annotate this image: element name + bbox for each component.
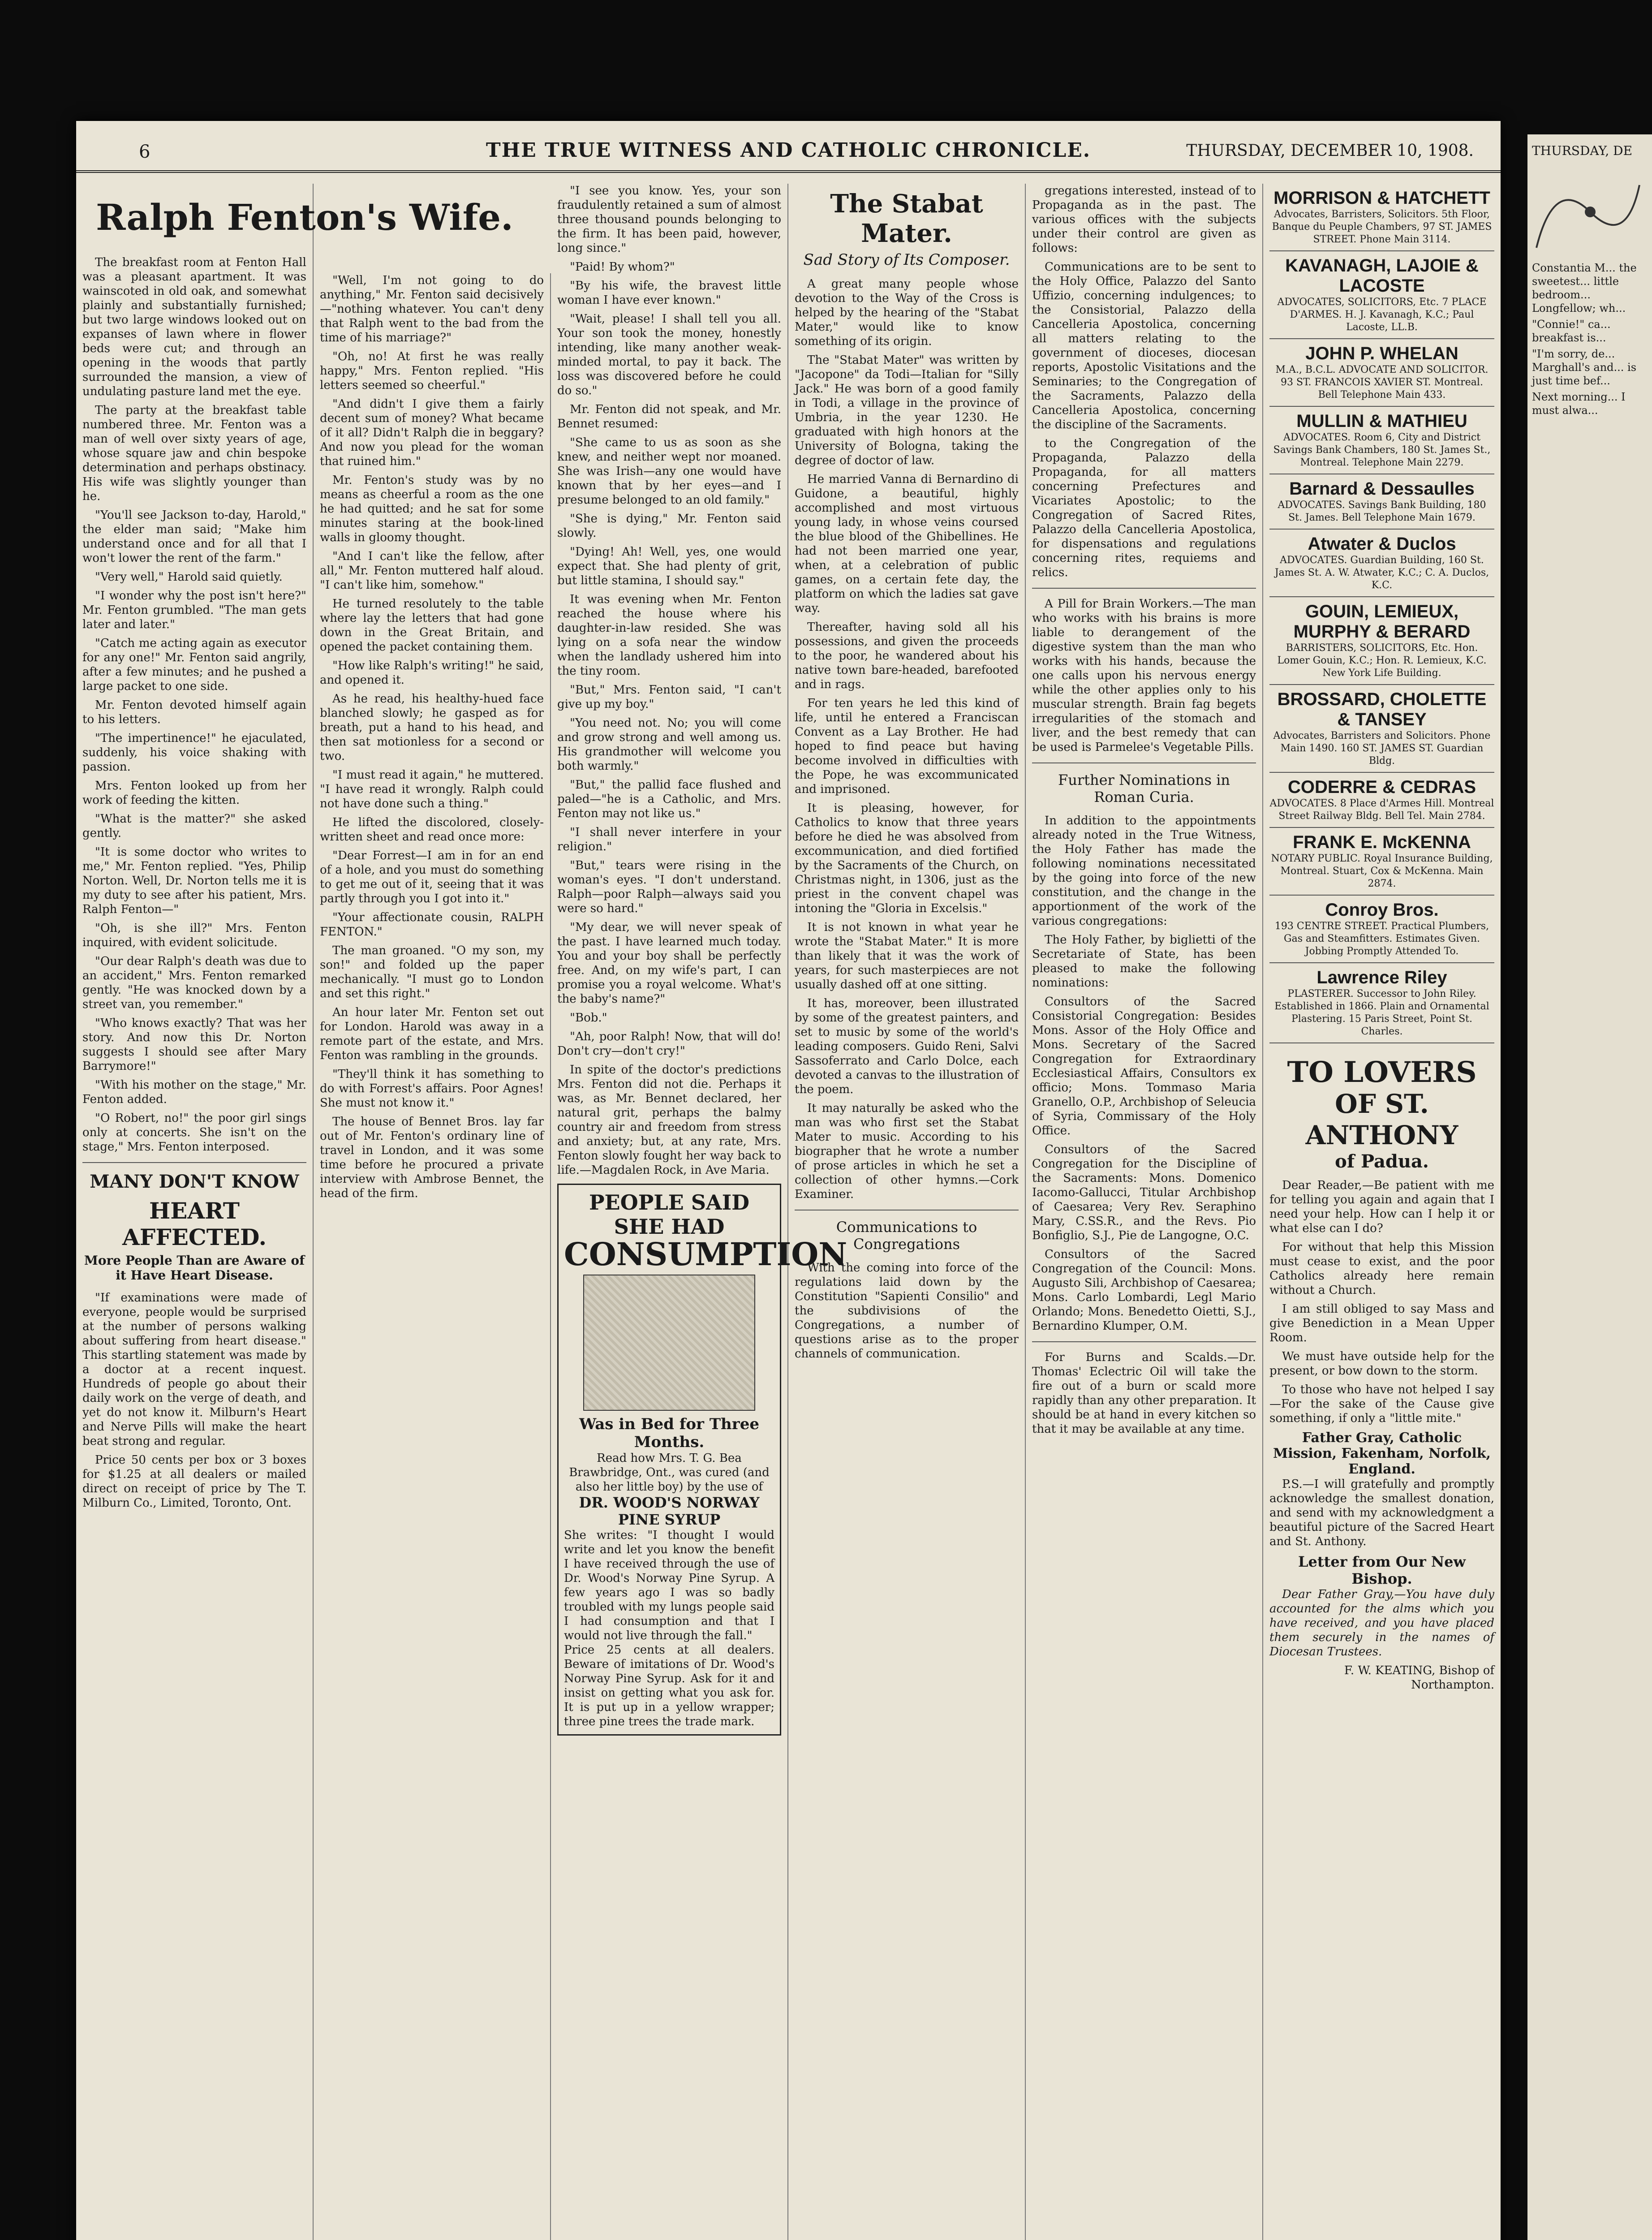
ad-subheading: More People Than are Aware of it Have Heart Disease. <box>84 1253 305 1283</box>
paragraph: "Paid! By whom?" <box>570 260 675 274</box>
paragraph: "It is some doctor who writes to me," Mr. Fenton replied. "Yes, Philip Norton. Well, Dr. Norton tells me it is my duty to see after his patient, Mrs. Ralph Fenton—" <box>82 845 306 916</box>
paragraph: "You need not. No; you will come and grow strong and well among us. His grandmother will welcome you both warmly." <box>557 716 781 773</box>
anthony-heading: TO LOVERS <box>1287 1055 1477 1089</box>
paragraph: It has, moreover, been illustrated by some of the greatest painters, and set to music by some of the world's leading composers. Guido Reni, Salvi Sassoferrato and Carlo Dolce, each devoted a canvas to the illustration of the poem. <box>795 997 1019 1096</box>
directory-entry <box>1269 773 1494 828</box>
paragraph: Communications are to be sent to the Holy Office, Palazzo del Santo Uffizio, concerning indulgences; to the Consistorial, Palazzo della Cancelleria Apostolica, concerning all matters relating to the government of dioceses, diocesan reports, Apostolic Visitations and the Seminaries; to the Congregation of the Sacraments, Palazzo della Cancelleria Apostolica, concerning the discipline of the Sacraments. <box>1032 260 1256 431</box>
paragraph: "Connie!" ca... breakfast is... <box>1532 318 1611 344</box>
directory-name: KAVANAGH, LAJOIE & LACOSTE <box>1285 256 1479 296</box>
paragraph: For Burns and Scalds.—Dr. Thomas' Eclectric Oil will take the fire out of a burn or scald more rapidly than any other preparation. It should be at hand in every kitchen so that it may be available at any time. <box>1032 1351 1256 1436</box>
paragraph: "Oh, is she ill?" Mrs. Fenton inquired, with evident solicitude. <box>82 922 306 949</box>
directory-entry <box>1269 407 1494 474</box>
directory-name: CODERRE & CEDRAS <box>1287 777 1476 797</box>
ad-heading: PEOPLE SAID SHE HAD <box>589 1190 750 1239</box>
paragraph: He lifted the discolored, closely-written sheet and read once more: <box>320 816 544 844</box>
paragraph: "But," tears were rising in the woman's eyes. "I don't understand. Ralph—poor Ralph—always said you were so hard." <box>557 859 781 915</box>
paragraph: "I shall never interfere in your religion." <box>557 826 781 853</box>
paragraph: "What is the matter?" she asked gently. <box>82 812 306 840</box>
column-6 <box>1263 184 1501 2240</box>
directory-name: MORRISON & HATCHETT <box>1273 188 1490 208</box>
paragraph: to the Congregation of the Propaganda, Palazzo della Propaganda, for all matters concerning Prefectures and Vicariates Apostolic; to the Congregation of Sacred Rites, Palazzo della Cancelleria Apostolica, for dispensations and regulations concerning rites, requiems and relics. <box>1032 437 1256 579</box>
paragraph: "Your affectionate cousin, RALPH FENTON." <box>320 911 544 939</box>
directory-text: Advocates, Barristers and Solicitors. Phone Main 1490. 160 ST. JAMES ST. Guardian Bldg. <box>1273 730 1491 767</box>
ad-body: She writes: "I thought I would write and let you know the benefit I have received through the use of Dr. Wood's Norway Pine Syrup. A few years ago I was so badly troubled with my lungs people said I had consumption and that I would not live through the fall." <box>564 1529 774 1642</box>
paragraph: "I wonder why the post isn't here?" Mr. Fenton grumbled. "The man gets later and later." <box>82 589 306 631</box>
paragraph: "Very well," Harold said quietly. <box>95 570 283 584</box>
paragraph: "You'll see Jackson to-day, Harold," the elder man said; "Make him understand once and for all that I won't lower the rent of the farm." <box>82 508 306 565</box>
ad-heading: MANY DON'T KNOW <box>90 1171 299 1192</box>
directory-name: Atwater & Duclos <box>1308 534 1456 554</box>
paragraph: "Oh, no! At first he was really happy," Mrs. Fenton replied. "His letters seemed so cheerful." <box>320 350 544 392</box>
paragraph: "She came to us as soon as she knew, and neither wept nor moaned. She was Irish—any one would have known that by her eyes—and I presume belonged to an old family." <box>557 436 781 507</box>
paragraph: A great many people whose devotion to the Way of the Cross is helped by the hearing of the "Stabat Mater," would like to know something of its origin. <box>795 277 1019 348</box>
paragraph: It is pleasing, however, for Catholics to know that three years before he died he was absolved from excommunication, and died fortified by the Sacraments of the Church, on Christmas night, in 1306, just as the priest in the convent chapel was intoning the "Gloria in Excelsis." <box>795 801 1019 915</box>
ornament-icon <box>1527 167 1644 257</box>
adjacent-page-header: THURSDAY, DE <box>1532 143 1633 158</box>
directory-entry <box>1269 530 1494 597</box>
column-5 <box>1026 184 1263 2240</box>
ad-heading: CONSUMPTION <box>564 1236 848 1273</box>
paragraph: As he read, his healthy-hued face blanched slowly; he gasped as for breath, put a hand to his head, and then sat motionless for a second or two. <box>320 692 544 763</box>
paragraph: With the coming into force of the regulations laid down by the Constitution "Sapienti Consilio" and the subdivisions of the Congregations, a number of questions arise as to the proper channels of communication. <box>795 1261 1019 1361</box>
anthony-heading: of Padua. <box>1335 1151 1429 1172</box>
bishop-letter-heading: Letter from Our New Bishop. <box>1298 1553 1466 1587</box>
ad-intro: Read how Mrs. T. G. Bea Brawbridge, Ont., was cured (and also her little boy) by the use of <box>569 1452 770 1494</box>
directory-entry <box>1269 685 1494 773</box>
paragraph: Thereafter, having sold all his possessions, and given the proceeds to the poor, he wandered about his native town bare-headed, barefooted and in rags. <box>795 620 1019 691</box>
directory-text: ADVOCATES. Room 6, City and District Savings Bank Chambers, 180 St. James St., Montreal. Telephone Main 2279. <box>1273 432 1491 468</box>
paragraph: "Catch me acting again as executor for any one!" Mr. Fenton said angrily, after a few minutes; and he pushed a large packet to one side. <box>82 637 306 693</box>
paragraph: gregations interested, instead of to Propaganda as in the past. The various offices with the subjects under their control are given as follows: <box>1032 184 1256 255</box>
ad-heading: HEART AFFECTED. <box>122 1198 267 1250</box>
directory-name: BROSSARD, CHOLETTE & TANSEY <box>1277 689 1487 729</box>
paragraph: The house of Bennet Bros. lay far out of Mr. Fenton's ordinary line of travel in London, and it was some time before he procured a private interview with Ambrose Bennet, the head of the firm. <box>320 1115 544 1200</box>
paragraph: He married Vanna di Bernardino di Guidone, a beautiful, highly accomplished and most virtuous young lady, in whose veins coursed the blue blood of the Ghibellines. He had not been married one year, when, at a celebration of public games, on a certain fete day, the platform on which the ladies sat gave way. <box>795 473 1019 615</box>
paragraph: It is not known in what year he wrote the "Stabat Mater." It is more than likely that it was the work of years, for such masterpieces are not usually dashed off at one sitting. <box>795 921 1019 991</box>
directory-text: NOTARY PUBLIC. Royal Insurance Building, Montreal. Stuart, Cox & McKenna. Main 2874. <box>1271 853 1493 889</box>
paragraph: Consultors of the Sacred Congregation of the Council: Mons. Augusto Sili, Archbishop of Caesarea; Mons. Carlo Lombardi, Legl Mario Orlando; Mons. Benedetto Oietti, S.J., Bernardino Klumper, O.M. <box>1032 1248 1256 1333</box>
paragraph: "Our dear Ralph's death was due to an accident," Mrs. Fenton remarked gently. "He was knocked down by a street van, you remember." <box>82 955 306 1011</box>
issue-date: THURSDAY, DECEMBER 10, 1908. <box>1186 142 1474 160</box>
page-number: 6 <box>139 142 151 162</box>
paragraph: "I see you know. Yes, your son fraudulently retained a sum of almost three thousand pounds belonging to the firm. It has been paid, however, long since." <box>557 184 781 255</box>
paragraph: "Wait, please! I shall tell you all. Your son took the money, honestly intending, like many another weak-minded mortal, to pay it back. The loss was discovered before he could do so." <box>557 312 781 397</box>
paragraph: The "Stabat Mater" was written by "Jacopone" da Todi—Italian for "Silly Jack." He was born of a good family in Todi, a village in the province of Umbria, in the year 1230. He graduated with high honors at the University of Bologna, taking the degree of doctor of law. <box>795 353 1019 467</box>
paragraph: We must have outside help for the present, or bow down to the storm. <box>1269 1350 1494 1378</box>
paragraph: Constantia M... the sweetest... little bedroom... Longfellow; wh... <box>1532 262 1637 314</box>
ad-subheading: Was in Bed for Three Months. <box>579 1415 759 1451</box>
paragraph: "But," Mrs. Fenton said, "I can't give up my boy." <box>557 683 781 711</box>
paragraph: It may naturally be asked who the man was who first set the Stabat Mater to music. According to his biographer that he wrote a number of prose articles in which he set a collection of other hymns.—Cork Examiner. <box>795 1102 1019 1201</box>
paragraph: "O Robert, no!" the poor girl sings only at concerts. She isn't on the stage," Mrs. Fenton interposed. <box>82 1111 306 1154</box>
advocates-directory <box>1269 184 1494 1043</box>
paragraph: For ten years he led this kind of life, until he entered a Franciscan Convent as a Lay Brother. He had hoped to find peace but having become involved in difficulties with the Pope, he was excommunicated and imprisoned. <box>795 697 1019 796</box>
directory-text: M.A., B.C.L. ADVOCATE AND SOLICITOR. 93 ST. FRANCOIS XAVIER ST. Montreal. Bell Telephone Main 433. <box>1275 364 1489 401</box>
column-2 <box>314 273 551 2240</box>
directory-entry <box>1269 963 1494 1043</box>
ad-footer: Price 25 cents at all dealers. Beware of imitations of Dr. Wood's Norway Pine Syrup. Ask for it and insist on getting what you ask for. It is put up in a yellow wrapper; three pine trees the trade mark. <box>564 1643 774 1728</box>
directory-text: ADVOCATES. Savings Bank Building, 180 St. James. Bell Telephone Main 1679. <box>1278 500 1486 523</box>
paragraph: "Bob." <box>570 1011 607 1025</box>
divider <box>1032 588 1256 589</box>
directory-entry <box>1269 828 1494 896</box>
paragraph: "And didn't I give them a fairly decent sum of money? What became of it all? Didn't Ralph die in beggary? And now you plead for the woman that ruined him." <box>320 397 544 468</box>
directory-name: MULLIN & MATHIEU <box>1296 411 1467 431</box>
paragraph: He turned resolutely to the table where lay the letters that had gone down in the Great Britain, and opened the packet containing them. <box>320 597 544 654</box>
paragraph: "I'm sorry, de... Marghall's and... is just time bef... <box>1532 348 1637 387</box>
anthony-heading: OF ST. ANTHONY <box>1305 1089 1458 1150</box>
directory-entry <box>1269 339 1494 407</box>
directory-text: BARRISTERS, SOLICITORS, Etc. Hon. Lomer Gouin, K.C.; Hon. R. Lemieux, K.C. New York Life Building. <box>1277 642 1487 679</box>
mission-address: Father Gray, Catholic Mission, Fakenham, Norfolk, England. <box>1273 1430 1491 1477</box>
paragraph: An hour later Mr. Fenton set out for London. Harold was away in a remote part of the estate, and Mrs. Fenton was rambling in the grounds. <box>320 1006 544 1062</box>
story-headline: Ralph Fenton's Wife. <box>96 196 513 238</box>
ad-product: DR. WOOD'S NORWAY PINE SYRUP <box>579 1494 760 1528</box>
paragraph: Mr. Fenton's study was by no means as cheerful a room as the one he had quitted; and he sat for some minutes staring at the book-lined walls in gloomy thought. <box>320 474 544 544</box>
consumption-ad <box>557 1184 848 1736</box>
paragraph: "Who knows exactly? That was her story. And now this Dr. Norton suggests I should see after Mary Barrymore!" <box>82 1017 306 1073</box>
paragraph: To those who have not helped I say—For the sake of the Cause give something, if only a "little mite." <box>1269 1383 1494 1425</box>
newspaper-title: THE TRUE WITNESS AND CATHOLIC CHRONICLE. <box>486 139 1091 162</box>
directory-name: Barnard & Dessaulles <box>1289 479 1475 499</box>
paragraph: Mr. Fenton devoted himself again to his letters. <box>82 698 306 726</box>
paragraph: For without that help this Mission must cease to exist, and the poor Catholics already here remain without a Church. <box>1269 1241 1494 1297</box>
paragraph: It was evening when Mr. Fenton reached the house where his daughter-in-law resided. She was lying on a sofa near the window when the landlady ushered him into the tiny room. <box>557 593 781 678</box>
paragraph: Consultors of the Sacred Consistorial Congregation: Besides Mons. Assor of the Holy Office and Mons. Secretary of the Sacred Congregation for Extraordinary Ecclesiastical Affairs, Consultors ex officio; Mons. Tommaso Maria Granello, O.P., Archbishop of Seleucia of Syria, Commissary of the Holy Office. <box>1032 995 1256 1137</box>
paragraph: In spite of the doctor's predictions Mrs. Fenton did not die. Perhaps it was, as Mr. Bennet declared, her natural grit, perhaps the balmy country air and freedom from stress and anxiety; but, at any rate, Mrs. Fenton slowly fought her way back to life.—Magdalen Rock, in Ave Maria. <box>557 1063 781 1177</box>
directory-name: Conroy Bros. <box>1325 900 1439 920</box>
signature-line: F. W. KEATING, Bishop of Northampton. <box>1344 1664 1494 1692</box>
paragraph: P.S.—I will gratefully and promptly acknowledge the smallest donation, and send with my acknowledgment a beautiful picture of the Sacred Heart and St. Anthony. <box>1269 1478 1494 1548</box>
story-headline: The Stabat Mater. <box>830 189 983 248</box>
paragraph: Dear Father Gray,—You have duly accounted for the alms which you have received, and you have placed them securely in the names of Diocesan Trustees. <box>1269 1588 1494 1658</box>
paragraph: "Ah, poor Ralph! Now, that will do! Don't cry—don't cry!" <box>557 1030 781 1058</box>
paragraph: "Dear Forrest—I am in for an end of a hole, and you must do something to get me out of it, seeing that it was partly through you I got into it." <box>320 849 544 905</box>
directory-text: ADVOCATES, SOLICITORS, Etc. 7 PLACE D'ARMES. H. J. Kavanagh, K.C.; Paul Lacoste, LL.B. <box>1277 297 1487 333</box>
paragraph: I am still obliged to say Mass and give Benediction in a Mean Upper Room. <box>1269 1302 1494 1344</box>
directory-name: FRANK E. McKENNA <box>1293 832 1471 852</box>
paragraph: Mr. Fenton did not speak, and Mr. Bennet resumed: <box>557 403 781 431</box>
directory-name: Lawrence Riley <box>1316 968 1447 987</box>
adjacent-page-edge <box>1527 134 1652 2240</box>
directory-text: PLASTERER. Successor to John Riley. Established in 1866. Plain and Ornamental Plastering. 15 Paris Street, Point St. Charles. <box>1274 988 1489 1037</box>
paragraph: "With his mother on the stage," Mr. Fenton added. <box>82 1078 306 1106</box>
directory-text: Advocates, Barristers, Solicitors. 5th Floor, Banque du Peuple Chambers, 97 ST. JAMES STREET. Phone Main 3114. <box>1272 209 1492 245</box>
directory-entry <box>1269 597 1494 685</box>
paragraph: "By his wife, the bravest little woman I have ever known." <box>557 279 781 307</box>
paragraph: Next morning... I must alwa... <box>1532 391 1626 417</box>
divider <box>1032 1341 1256 1342</box>
directory-entry <box>1269 896 1494 963</box>
directory-name: JOHN P. WHELAN <box>1305 344 1458 363</box>
directory-name: GOUIN, LEMIEUX, MURPHY & BERARD <box>1293 602 1471 642</box>
section-heading: Communications to Congregations <box>836 1219 977 1253</box>
paragraph: "But," the pallid face flushed and paled—"he is a Catholic, and Mrs. Fenton may not like us." <box>557 778 781 820</box>
column-4 <box>788 184 1026 2240</box>
paragraph: "They'll think it has something to do with Forrest's affairs. Poor Agnes! She must not know it." <box>320 1068 544 1110</box>
paragraph: The breakfast room at Fenton Hall was a pleasant apartment. It was wainscoted in old oak, and somewhat plainly and substantially furnished; but two large windows looked out on expanses of lawn where in flower beds were cut; and through an opening in the woods that partly surrounded the mansion, a view of undulating pasture land met the eye. <box>82 256 306 398</box>
newspaper-page <box>76 121 1501 2240</box>
paragraph: Mrs. Fenton looked up from her work of feeding the kitten. <box>82 779 306 807</box>
section-heading: Further Nominations in Roman Curia. <box>1058 771 1230 806</box>
paragraph: The man groaned. "O my son, my son!" and folded up the paper mechanically. "I must go to London and set this right." <box>320 944 544 1000</box>
paragraph: "My dear, we will never speak of the past. I have learned much today. You and your boy shall be perfectly free. And, on my wife's part, I can promise you a royal welcome. What's the baby's name?" <box>557 921 781 1006</box>
directory-entry <box>1269 184 1494 251</box>
paragraph: "She is dying," Mr. Fenton said slowly. <box>557 512 781 540</box>
woman-in-bed-illustration <box>583 1275 755 1411</box>
masthead <box>76 139 1501 173</box>
directory-text: 193 CENTRE STREET. Practical Plumbers, Gas and Steamfitters. Estimates Given. Jobbing Promptly Attended To. <box>1274 921 1489 957</box>
paragraph: In addition to the appointments already noted in the True Witness, the Holy Father has made the following nominations necessitated by the going into force of the new constitution, and the change in the apportionment of the work of the various congregations: <box>1032 814 1256 928</box>
paragraph: "Dying! Ah! Well, yes, one would expect that. She had plenty of grit, but little stamina, I should say." <box>557 545 781 587</box>
column-3 <box>551 184 848 2240</box>
directory-text: ADVOCATES. Guardian Building, 160 St. James St. A. W. Atwater, K.C.; C. A. Duclos, K.C. <box>1274 555 1489 591</box>
divider <box>82 1162 306 1163</box>
directory-text: ADVOCATES. 8 Place d'Armes Hill. Montreal Street Railway Bldg. Bell Tel. Main 2784. <box>1269 798 1494 822</box>
paragraph: "Well, I'm not going to do anything," Mr. Fenton said decisively—"nothing whatever. You can't deny that Ralph went to the bad from the time of his marriage?" <box>320 274 544 345</box>
paragraph: Dear Reader,—Be patient with me for telling you again and again that I need your help. How can I help it or what else can I do? <box>1269 1179 1494 1235</box>
paragraph: The party at the breakfast table numbered three. Mr. Fenton was a man of well over sixty years of age, whose square jaw and chin bespoke determination and perhaps obstinacy. His wife was slightly younger than he. <box>82 404 306 503</box>
paragraph: "The impertinence!" he ejaculated, suddenly, his voice shaking with passion. <box>82 732 306 774</box>
pill-ad: A Pill for Brain Workers.—The man who works with his brains is more liable to derangement of the digestive system than the man who works with his hands, because the one calls upon his nervous energy while the other applies only to his muscular strength. Brain fag begets irregularities of the stomach and liver, and the best remedy that can be used is Parmelee's Vegetable Pills. <box>1032 597 1256 754</box>
ad-body: "If examinations were made of everyone, people would be surprised at the number of persons walking about suffering from heart disease." This startling statement was made by a doctor at a recent inquest. Hundreds of people go about their daily work on the verge of death, and yet do not know it. Milburn's Heart and Nerve Pills will make the heart beat strong and regular. <box>82 1291 306 1448</box>
paragraph: "I must read it again," he muttered. "I have read it wrongly. Ralph could not have done such a thing." <box>320 768 544 810</box>
story-subheading: Sad Story of Its Composer. <box>803 251 1010 269</box>
paragraph: "How like Ralph's writing!" he said, and opened it. <box>320 659 544 687</box>
paragraph: The Holy Father, by biglietti of the Secretariate of State, has been pleased to make the following nominations: <box>1032 933 1256 990</box>
divider <box>1032 762 1256 763</box>
ad-footer: Price 50 cents per box or 3 boxes for $1.25 at all dealers or mailed direct on receipt of price by The T. Milburn Co., Limited, Toronto, Ont. <box>82 1453 306 1510</box>
paragraph: "And I can't like the fellow, after all," Mr. Fenton muttered half aloud. "I can't like him, somehow." <box>320 550 544 592</box>
directory-entry <box>1269 474 1494 530</box>
paragraph: Consultors of the Sacred Congregation for the Discipline of the Sacraments: Mons. Domenico Iacomo-Gallucci, Titular Archbishop of Caesarea; Very Rev. Seraphino Mary, C.SS.R., and the Revs. Pio Bonfiglio, S.J., Pie de Langogne, O.C. <box>1032 1143 1256 1242</box>
directory-entry <box>1269 251 1494 339</box>
